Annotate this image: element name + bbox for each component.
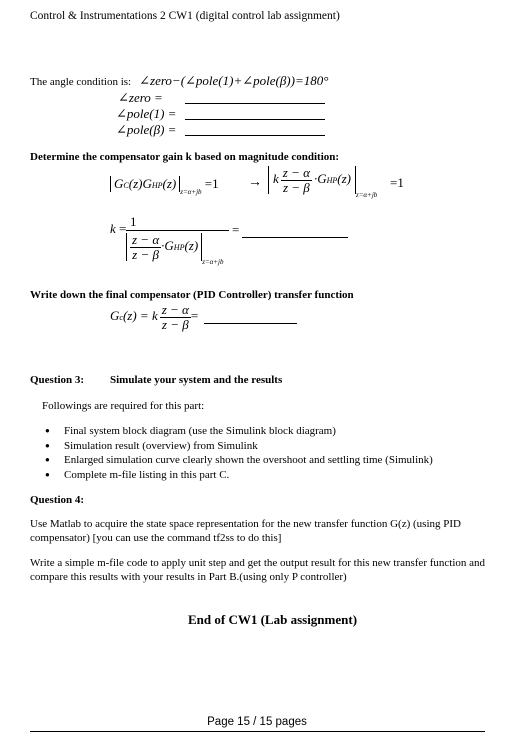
blank-polebeta xyxy=(185,135,325,136)
angle-equation: ∠zero−(∠pole(1)+∠pole(β))=180° xyxy=(139,73,329,88)
magnitude-condition-k: k $\frac{z - \alpha}{z - \beta}$ $\cdot GHP(z)_{z=\alpha+jb}$ xyxy=(268,166,377,199)
q3-requirements-list xyxy=(42,424,433,482)
angle-row-polebeta: ∠pole(β) = xyxy=(116,122,177,137)
footer-rule xyxy=(30,731,485,732)
k-fraction-bar xyxy=(126,230,229,231)
blank-zero xyxy=(185,103,325,104)
arrow-icon: → xyxy=(248,175,262,190)
page-header: Control & Instrumentations 2 CW1 (digital control lab assignment) xyxy=(30,10,340,22)
pid-equation: Gc(z) = k $\frac{z - \alpha}{z - \beta}$ = xyxy=(110,302,199,332)
list-item: ● Complete m-file listing in this part C. xyxy=(42,468,433,483)
page-number: Page 15 / 15 pages xyxy=(207,716,307,728)
blank-pole1 xyxy=(185,119,325,120)
q4-paragraph-1: Use Matlab to acquire the state space representation for the new transfer function G(z) (using PID compensator) [you can use the command tf2ss to do this] xyxy=(30,518,461,544)
k-fraction-numerator: 1 xyxy=(130,214,137,229)
list-item: ● Final system block diagram (use the Simulink block diagram) xyxy=(42,424,433,439)
q3-label: Question 3: xyxy=(30,374,85,386)
list-item: ● Simulation result (overview) from Simulink xyxy=(42,439,433,454)
blank-pid xyxy=(204,323,297,324)
list-item: ● Enlarged simulation curve clearly shown the overshoot and settling time (Simulink) xyxy=(42,453,433,468)
end-title: End of CW1 (Lab assignment) xyxy=(188,612,358,627)
q4-label: Question 4: xyxy=(30,494,85,506)
q3-intro: Followings are required for this part: xyxy=(42,400,205,412)
angle-condition-line xyxy=(30,72,328,90)
blank-k xyxy=(242,237,348,238)
magnitude-condition: $GC(z)GHP(z)_{z=\alpha+jb} =1$ xyxy=(110,176,219,196)
q3-title: Simulate your system and the results xyxy=(110,374,283,386)
k-label: k = xyxy=(110,221,127,236)
q4-paragraph-2: Write a simple m-file code to apply unit step and get the output result for this new transfer function and compare this results with your results in Part B.(using only P controller) xyxy=(30,557,486,583)
k-equals: = xyxy=(232,222,240,237)
angle-intro: The angle condition is: xyxy=(30,76,132,88)
k-fraction-denominator: $\frac{z - \alpha}{z - \beta}$ $\cdot GHP(z)_{z=\alpha+jb}$ xyxy=(126,233,223,266)
angle-row-zero: ∠zero = xyxy=(118,90,163,105)
angle-row-pole1: ∠pole(1) = xyxy=(116,106,177,121)
gain-heading: Determine the compensator gain k based on magnitude condition: xyxy=(30,151,340,163)
eq-one: =1 xyxy=(390,175,404,190)
pid-heading: Write down the final compensator (PID Controller) transfer function xyxy=(30,289,354,301)
